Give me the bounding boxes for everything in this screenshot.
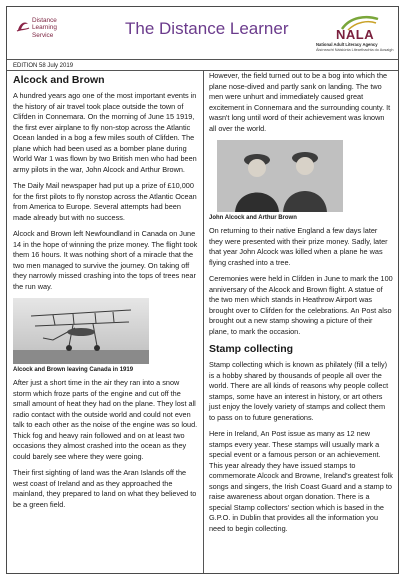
paragraph: Ceremonies were held in Clifden in June to mark the 100 anniversary of the Alcock and Brown flight. A statue of the two men which stands in Heathrow Airport was brought over to Clifden for the celebrations. An Post also brought out a new stamp showing a picture of their plane, to mark the occasion.	[209, 274, 393, 336]
logo-swirl-icon	[15, 18, 31, 34]
nala-logo	[312, 13, 394, 53]
right-column	[209, 71, 393, 540]
paragraph: Here in Ireland, An Post issue as many as 12 new stamps every year. These stamps will usually mark a special event or a famous person or an achievement. This year already they have issued stamps to commemorate Alcock and Browne, Ireland's greatest folk songs and singers, the Irish Coast Guard and a stamp to raise awareness about organ donation. There is a special Stamp collectors' section which is based in the G.P.O. in Dublin that provides all the information you need to begin collecting.	[209, 429, 393, 533]
photo-caption: John Alcock and Arthur Brown	[209, 215, 297, 221]
plane-photo	[13, 298, 149, 364]
logo-line-2: Learning	[32, 24, 57, 32]
left-column	[13, 71, 199, 516]
newsletter-title: The Distance Learner	[125, 19, 289, 38]
article-heading: Stamp collecting	[209, 343, 294, 355]
edition-label: EDITION 58 July 2019	[7, 59, 398, 71]
newsletter-page	[6, 6, 399, 574]
pilots-photo	[217, 140, 343, 212]
article-heading: Alcock and Brown	[13, 74, 105, 86]
paragraph: Stamp collecting which is known as philately (fill a telly) is a hobby shared by thousands of people all over the world. There are all kinds of reasons why people collect stamps, some have an interest in history, or art others just enjoy the lovely variety of stamps and collect them to pass on to future generations.	[209, 360, 389, 422]
nala-subtitle: National Adult Literacy Agency	[316, 42, 378, 47]
paragraph: Alcock and Brown left Newfoundland in Canada on June 14 in the hope of winning the prize money. The flight took them 16 hours. It was nothing short of a miracle that the two men managed to survive the journey. On taking off they narrowly missed crashing into the tops of trees near the run way.	[13, 229, 198, 291]
nala-wordmark: NALA	[336, 27, 375, 42]
paragraph: A hundred years ago one of the most important events in the history of air travel took place outside the town of Clifden in Connemara. On the morning of June 15 1919, the first ever airplane to fly non-stop across the Atlantic Ocean landed in a bog a few miles south of Clifden. The plane which had been used as a bomber plane during World War 1 was flown by two British men who had been army pilots in the war, John Alcock and Arthur Brown.	[13, 91, 197, 174]
logo-line-1: Distance	[32, 17, 57, 24]
photo-caption: Alcock and Brown leaving Canada in 1919	[13, 367, 134, 373]
logo-line-3: Service	[32, 31, 54, 39]
column-divider	[203, 71, 204, 574]
paragraph: However, the field turned out to be a bog into which the plane nose-dived and partly sank on landing. The two men were unhurt and immediately caused great excitement in Connemara and the surrounding county. It wasn't long until word of their achievement was known all over the world.	[209, 71, 391, 133]
paragraph: On returning to their native England a few days later they were presented with their prize money. Sadly, later that year John Alcock was killed when a plane he was flying crashed into a tree.	[209, 226, 388, 267]
paragraph: Their first sighting of land was the Aran Islands off the west coast of Ireland and as they approached the mainland, they prepared to land on what they believed to be a green field.	[13, 468, 197, 509]
distance-learning-logo	[15, 15, 85, 47]
header	[7, 7, 398, 57]
paragraph: The Daily Mail newspaper had put up a prize of £10,000 for the first pilots to fly nonstop across the Atlantic Ocean from America to Europe. Several attempts had been made already but with no success.	[13, 181, 197, 222]
paragraph: After just a short time in the air they ran into a snow storm which froze parts of the engine and cut off the small amount of heat they had on the plane. They lost all radio contact with the outside world and could not even talk to each other as the noise of the engine was so loud. Thick fog and heavy rain followed and on at least two occasions they almost crashed into the ocean as they could barely see where they were going.	[13, 378, 198, 461]
nala-subtitle-irish: Áisíneacht Náisiúnta Litearthachta do Aosaigh	[316, 48, 394, 52]
